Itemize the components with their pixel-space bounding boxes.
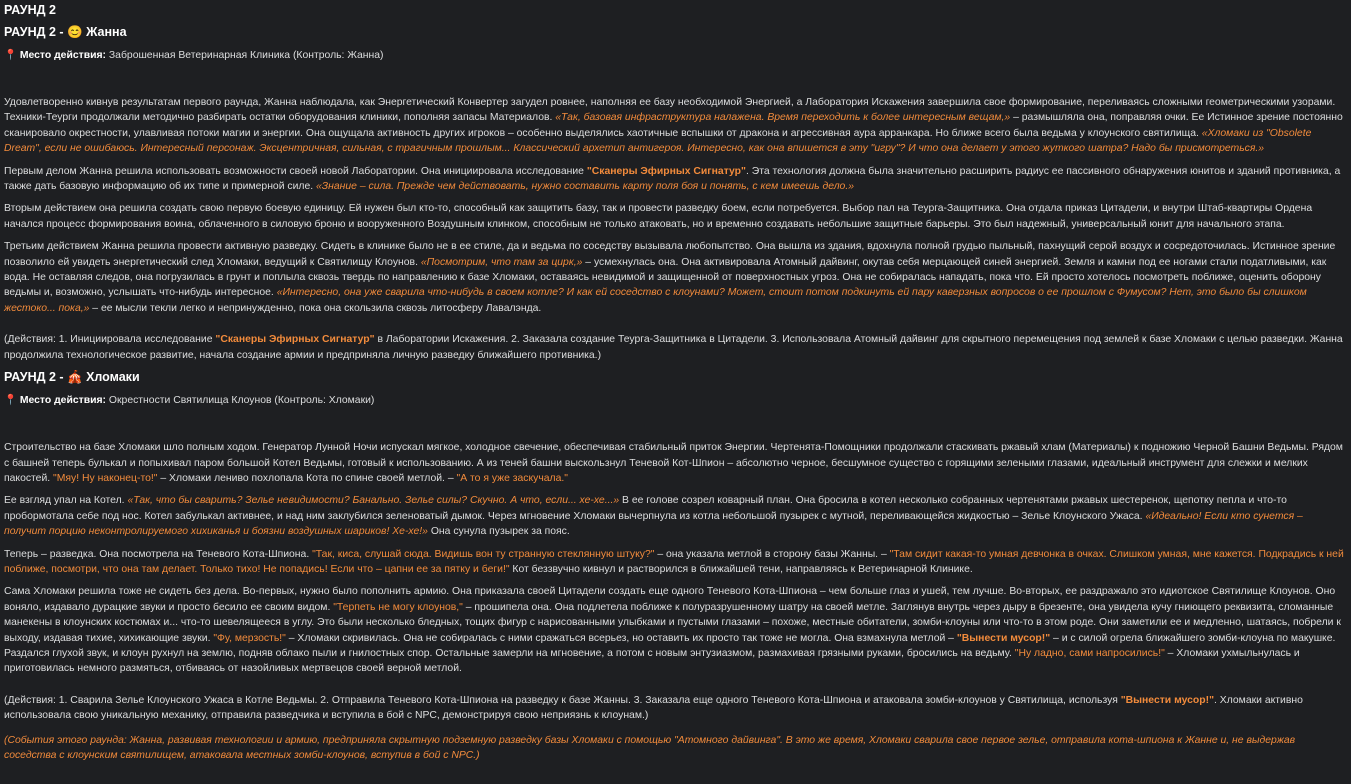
quote: «Знание – сила. Прежде чем действовать, нужно составить карту поля боя и понять, с кем имеешь дело.» (316, 181, 854, 193)
quote: "Так, киса, слушай сюда. Видишь вон ту странную стеклянную штуку?" (312, 548, 655, 560)
quote: «Так, базовая инфраструктура налажена. Время переходить к более интересным вещам,» (555, 112, 1011, 124)
khlomaki-paragraph-3: Теперь – разведка. Она посмотрела на Теневого Кота-Шпиона. "Так, киса, слушай сюда. Видишь вон ту странную стеклянную штуку?" – она указала метлой в сторону базы Жанны. – "Там сидит какая-то умная девчонка в очках. Слишком умная, мне кажется. Подкрадись к ней поближе, посмотри, что она там делает. Только тихо! Не попадись! Если что – цапни ее за пятку и беги!" Кот беззвучно кивнул и растворился в ближайшей тени, направляясь к Ветеринарной Клинике. (4, 548, 1344, 575)
highlight: "Вынести мусор!" (1120, 694, 1215, 706)
round-summary: (События этого раунда: Жанна, развивая технологии и армию, предприняла скрытную подземную разведку базы Хломаки с помощью "Атомного дайвинга". В это же время, Хломаки сварила свое первое зелье, отправила кота-шпиона к Жанне и, не выдержав соседства с клоунским святилищем, атаковала местных зомби-клоунов, вступив в бой с NPC.) (4, 734, 1296, 761)
location-value: Заброшенная Ветеринарная Клиника (Контроль: Жанна) (108, 50, 384, 61)
quote: «Идеально! Если кто сунется – получит порцию неконтролируемого хихиканья и боязни воздушных шариков! Хе-хе!» (4, 510, 1303, 538)
quote: «Интересно, она уже сварила что-нибудь в своем котле? И как ей соседство с клоунами? Может, стоит потом подкинуть ей пару каверзных вопросов о ее прошлом с Фумусом? Нет, это было бы слишком жестоко... пока,» (4, 287, 1307, 314)
quote: "Мяу! Ну наконец-то!" (53, 472, 158, 484)
location-label: 📍 Место действия: (4, 395, 107, 407)
zhanna-actions: (Действия: 1. Инициировала исследование "Сканеры Эфирных Сигнатур" в Лаборатории Искажения. 2. Заказала создание Теурга-Защитника в Цитадели. 3. Использовала Атомный дайвинг для скрытного перемещения под землей к базе Хломаки с целью разведки. Жанна продолжила технологическое развитие, начала создание армии и предприняла личную разведку ближайшего противника.) (4, 334, 1343, 361)
khlomaki-paragraph-1: Строительство на базе Хломаки шло полным ходом. Генератор Лунной Ночи испускал мягкое, холодное свечение, обеспечивая стабильный приток Энергии. Чертенята-Помощники продолжали стаскивать ржавый хлам (Материалы) к подножию Черной Башни Ведьмы. Рядом с башней теперь булькал и попыхивал паром большой Котел Ведьмы, готовый к использованию. А из теней башни выскользнул Теневой Кот-Шпион – абсолютно черное, бесшумное существо с горящими зелеными глазами, идеальный инструмент для слежки и мелких пакостей. "Мяу! Ну наконец-то!" – Хломаки лениво похлопала Кота по спине своей метлой. – "А то я уже заскучала." (4, 442, 1343, 484)
quote: "А то я уже заскучала." (456, 472, 568, 484)
zhanna-heading: РАУНД 2 - 😊 Жанна (4, 25, 127, 39)
quote: «Посмотрим, что там за цирк,» (420, 256, 583, 268)
zhanna-location (4, 44, 1347, 68)
quote: "Терпеть не могу клоунов," (333, 601, 463, 613)
quote: "Фу, мерзость!" (213, 632, 286, 644)
khlomaki-paragraph-2: Ее взгляд упал на Котел. «Так, что бы сварить? Зелье невидимости? Банально. Зелье силы? Скучно. А что, если... хе-хе...» В ее голове созрел коварный план. Она бросила в котел несколько собранных чертенятами ржавых шестеренок, щепотку пепла и что-то пробормотала себе под нос. Котел забулькал активнее, и над ним заклубился зеленоватый дымок. Через мгновение Хломаки вычерпнула из котла небольшой пузырек с мутной, переливающейся жидкостью – Зелье Клоунского Ужаса. «Идеально! Если кто сунется – получит порцию неконтролируемого хихиканья и боязни воздушных шариков! Хе-хе!» Она сунула пузырек за пояс. (4, 495, 1303, 538)
location-value: Окрестности Святилища Клоунов (Контроль: Хломаки) (108, 395, 375, 407)
location-label: 📍 Место действия: (4, 50, 107, 61)
highlight: "Вынести мусор!" (956, 632, 1051, 644)
quote: "Там сидит какая-то умная девчонка в очках. Слишком умная, мне кажется. Подкрадись к ней поближе, посмотри, что она там делает. Только тихо! Не попадись! Если что – цапни ее за пятку и беги!" (4, 548, 1344, 575)
zhanna-paragraph-2: Первым делом Жанна решила использовать возможности своей новой Лаборатории. Она инициировала исследование "Сканеры Эфирных Сигнатур". Эта технология должна была значительно расширить радиус ее пассивного обнаружения юнитов и зданий противника, а также дать базовую информацию об их типе и примерной силе. «Знание – сила. Прежде чем действовать, нужно составить карту поля боя и понять, с кем имеешь дело.» (4, 165, 1341, 193)
zhanna-paragraph-1: Удовлетворенно кивнув результатам первого раунда, Жанна наблюдала, как Энергетический Конвертер загудел ровнее, наполняя ее базу необходимой Энергией, а Лаборатория Искажения завершила свое формирование, переливаясь сложными геометрическими узорами. Техники-Теурги продолжали методично разбирать остатки оборудования клиники, пополняя запасы Материалов. «Так, базовая инфраструктура налажена. Время переходить к более интересным вещам,» – размышляла она, поправляя очки. Ее Истинное зрение постоянно сканировало окрестности, улавливая потоки магии и энергии. Она ощущала активность других игроков – особенно выделялись хаотичные вспышки от дракона и агрессивная аура арранкара. Но ближе всего была ведьма у клоунского святилища. «Хломаки из "Obsolete Dream", если не ошибаюсь. Интересный персонаж. Эксцентричная, сильная, с трагичным прошлым... Классический архетип антигероя. Интересно, как она впишется в эту "игру"? И что она делает у этого жуткого шатра? Надо бы присмотреться.» (4, 97, 1343, 155)
quote: «Так, что бы сварить? Зелье невидимости? Банально. Зелье силы? Скучно. А что, если... хе-хе...» (127, 495, 620, 507)
khlomaki-actions: (Действия: 1. Сварила Зелье Клоунского Ужаса в Котле Ведьмы. 2. Отправила Теневого Кота-Шпиона на разведку к базе Жанны. 3. Заказала еще одного Теневого Кота-Шпиона и атаковала зомби-клоунов у Святилища, используя "Вынести мусор!". Хломаки активно использовала свою уникальную механику, отправила разведчика и вступила в бой с NPC, демонстрируя свою неприязнь к клоунам.) (4, 694, 1303, 722)
highlight: "Сканеры Эфирных Сигнатур" (215, 334, 375, 346)
khlomaki-heading: РАУНД 2 - 🎪 Хломаки (4, 370, 140, 385)
round-title: РАУНД 2 (4, 3, 56, 17)
quote: "Ну ладно, сами напросились!" (1014, 647, 1165, 659)
highlight: "Сканеры Эфирных Сигнатур" (586, 165, 746, 177)
khlomaki-paragraph-4: Сама Хломаки решила тоже не сидеть без дела. Во-первых, нужно было пополнить армию. Она приказала своей Цитадели создать еще одного Теневого Кота-Шпиона – чем больше глаз и ушей, тем лучше. Во-вторых, ее раздражало это идиотское Святилище Клоунов. Оно воняло, издавало дурацкие звуки и просто бесило ее своим видом. "Терпеть не могу клоунов," – прошипела она. Она подлетела поближе к полуразрушенному шатру на своей метле. Заглянув внутрь через дыру в брезенте, она увидела кучу гниющего реквизита, сломанные манекены в клоунских костюмах и... что-то шевелящееся в углу. Это были несколько бледных, тощих фигур с нарисованными улыбками и пустыми глазами – похоже, местные обитатели, зомби-клоуны или что-то в этом роде. Они заметили ее и медленно, шатаясь, побрели к выходу, издавая тихие, хихикающие звуки. "Фу, мерзость!" – Хломаки скривилась. Она не собиралась с ними сражаться всерьез, но оставить их просто так тоже не могла. Она взмахнула метлой – "Вынести мусор!" – и с силой огрела ближайшего зомби-клоуна по макушке. Раздался глухой звук, и клоун рухнул на землю, подняв облако пыли и гнилостных спор. Остальные замерли на мгновение, а потом с новым энтузиазмом, размахивая грязными руками, бросились на ведьму. "Ну ладно, сами напросились!" – Хломаки ухмыльнулась и приготовилась немного размяться, отбиваясь от назойливых мертвецов своей верной метлой. (4, 586, 1341, 675)
zhanna-paragraph-4: Третьим действием Жанна решила провести активную разведку. Сидеть в клинике было не в ее стиле, да и ведьма по соседству вызывала любопытство. Она вышла из здания, вдохнула полной грудью пыльный, пахнущий серой воздух и сосредоточилась. Истинное зрение позволило ей увидеть энергетический след Хломаки, ведущий к Святилищу Клоунов. «Посмотрим, что там за цирк,» – усмехнулась она. Она активировала Атомный дайвинг, окутав себя мерцающей синей энергией. Земля и камни под ее ногами стали податливыми, как вода. Не оставляя следов, она погрузилась в грунт и поплыла сквозь твердь по направлению к базе Хломаки, оставаясь невидимой и защищенной от поверхностных угроз. Она не собиралась нападать, пока что. Ей просто хотелось посмотреть поближе, оценить оборону ведьмы и, возможно, услышать что-нибудь интересное. «Интересно, она уже сварила что-нибудь в своем котле? И как ей соседство с клоунами? Может, стоит потом подкинуть ей пару каверзных вопросов о ее прошлом с Фумусом? Нет, это было бы слишком жестоко... пока,» – ее мысли текли легко и непринужденно, пока она скользила сквозь литосферу Лавалэнда. (4, 241, 1336, 314)
zhanna-paragraph-3: Вторым действием она решила создать свою первую боевую единицу. Ей нужен был кто-то, способный как защитить базу, так и провести разведку боем, если потребуется. Выбор пал на Теурга-Защитника. Она отдала приказ Цитадели, и внутри Штаб-квартиры Ордена начался процесс формирования воина, облаченного в силовую броню и вооруженного Воздушным клинком, способным не только атаковать, но и временно создавать небольшие защитные барьеры. Это был надежный, универсальный юнит для начального этапа. (4, 203, 1313, 230)
quote: «Хломаки из "Obsolete Dream", если не ошибаюсь. Интересный персонаж. Эксцентричная, сильная, с трагичным прошлым... Классический архетип антигероя. Интересно, как она впишется в эту "игру"? И что она делает у этого жуткого шатра? Надо бы присмотреться.» (4, 127, 1312, 155)
khlomaki-location (4, 389, 1347, 413)
